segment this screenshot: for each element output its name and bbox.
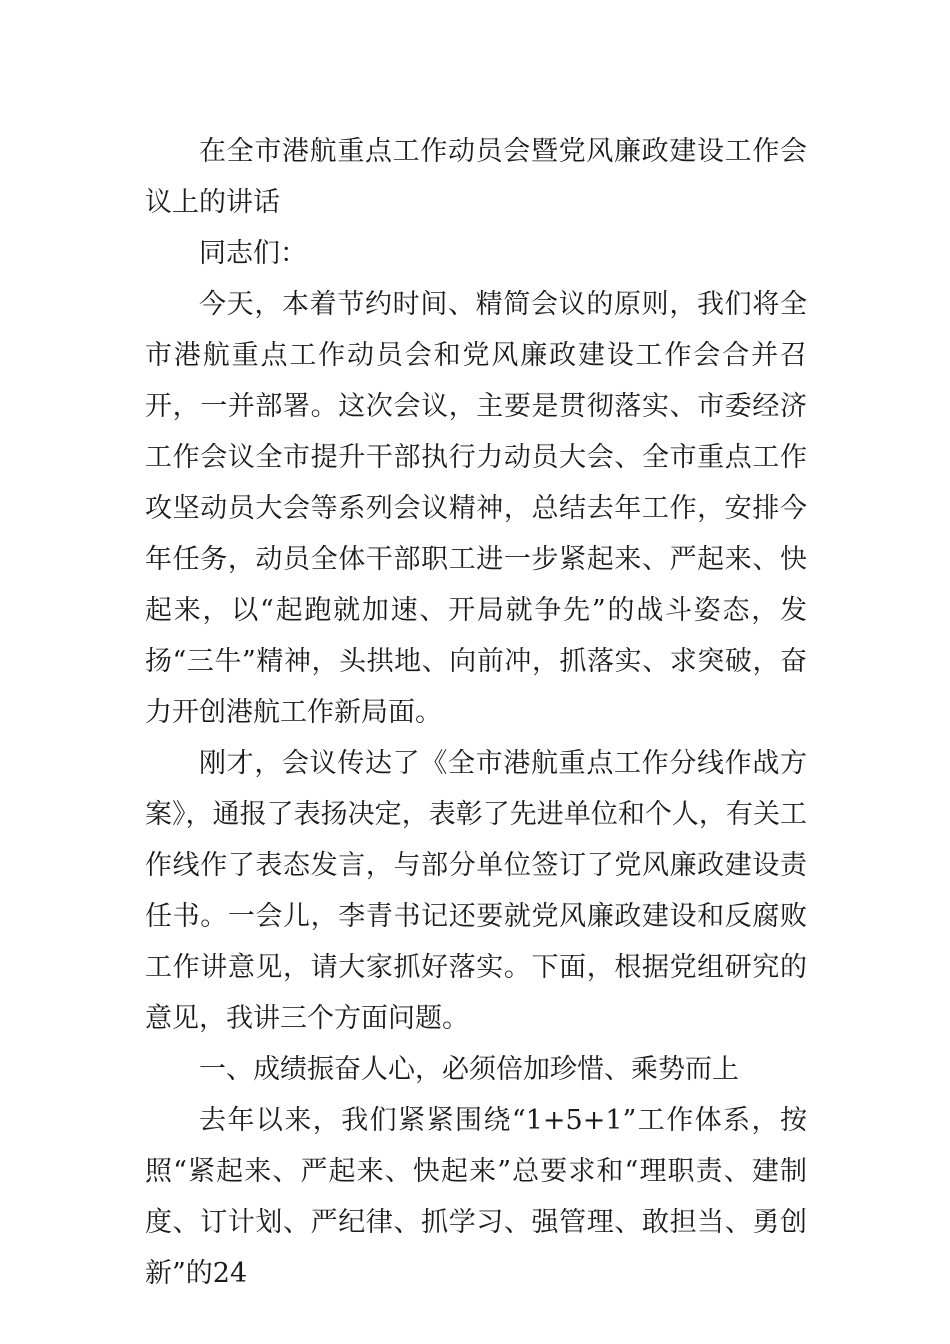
document-title: 在全市港航重点工作动员会暨党风廉政建设工作会议上的讲话 <box>145 136 807 218</box>
section-paragraph-1: 去年以来，我们紧紧围绕“1+5+1”工作体系，按照“紧起来、严起来、快起来”总要求和“理职责、建制度、订计划、严纪律、抓学习、强管理、敢担当、勇创新”的24 <box>145 1105 807 1289</box>
salutation: 同志们： <box>199 238 307 269</box>
document-body <box>145 126 807 1299</box>
paragraph-1: 今天，本着节约时间、精简会议的原则，我们将全市港航重点工作动员会和党风廉政建设工作会合并召开，一并部署。这次会议，主要是贯彻落实、市委经济工作会议全市提升干部执行力动员大会、全市重点工作攻坚动员大会等系列会议精神，总结去年工作，安排今年任务，动员全体干部职工进一步紧起来、严起来、快起来，以“起跑就加速、开局就争先”的战斗姿态，发扬“三牛”精神，头拱地、向前冲，抓落实、求突破，奋力开创港航工作新局面。 <box>145 289 807 728</box>
paragraph-2: 刚才，会议传达了《全市港航重点工作分线作战方案》，通报了表扬决定，表彰了先进单位和个人，有关工作线作了表态发言，与部分单位签订了党风廉政建设责任书。一会儿，李青书记还要就党风廉政建设和反腐败工作讲意见，请大家抓好落实。下面，根据党组研究的意见，我讲三个方面问题。 <box>145 748 807 1034</box>
section-heading-1: 一、成绩振奋人心，必须倍加珍惜、乘势而上 <box>199 1054 739 1085</box>
